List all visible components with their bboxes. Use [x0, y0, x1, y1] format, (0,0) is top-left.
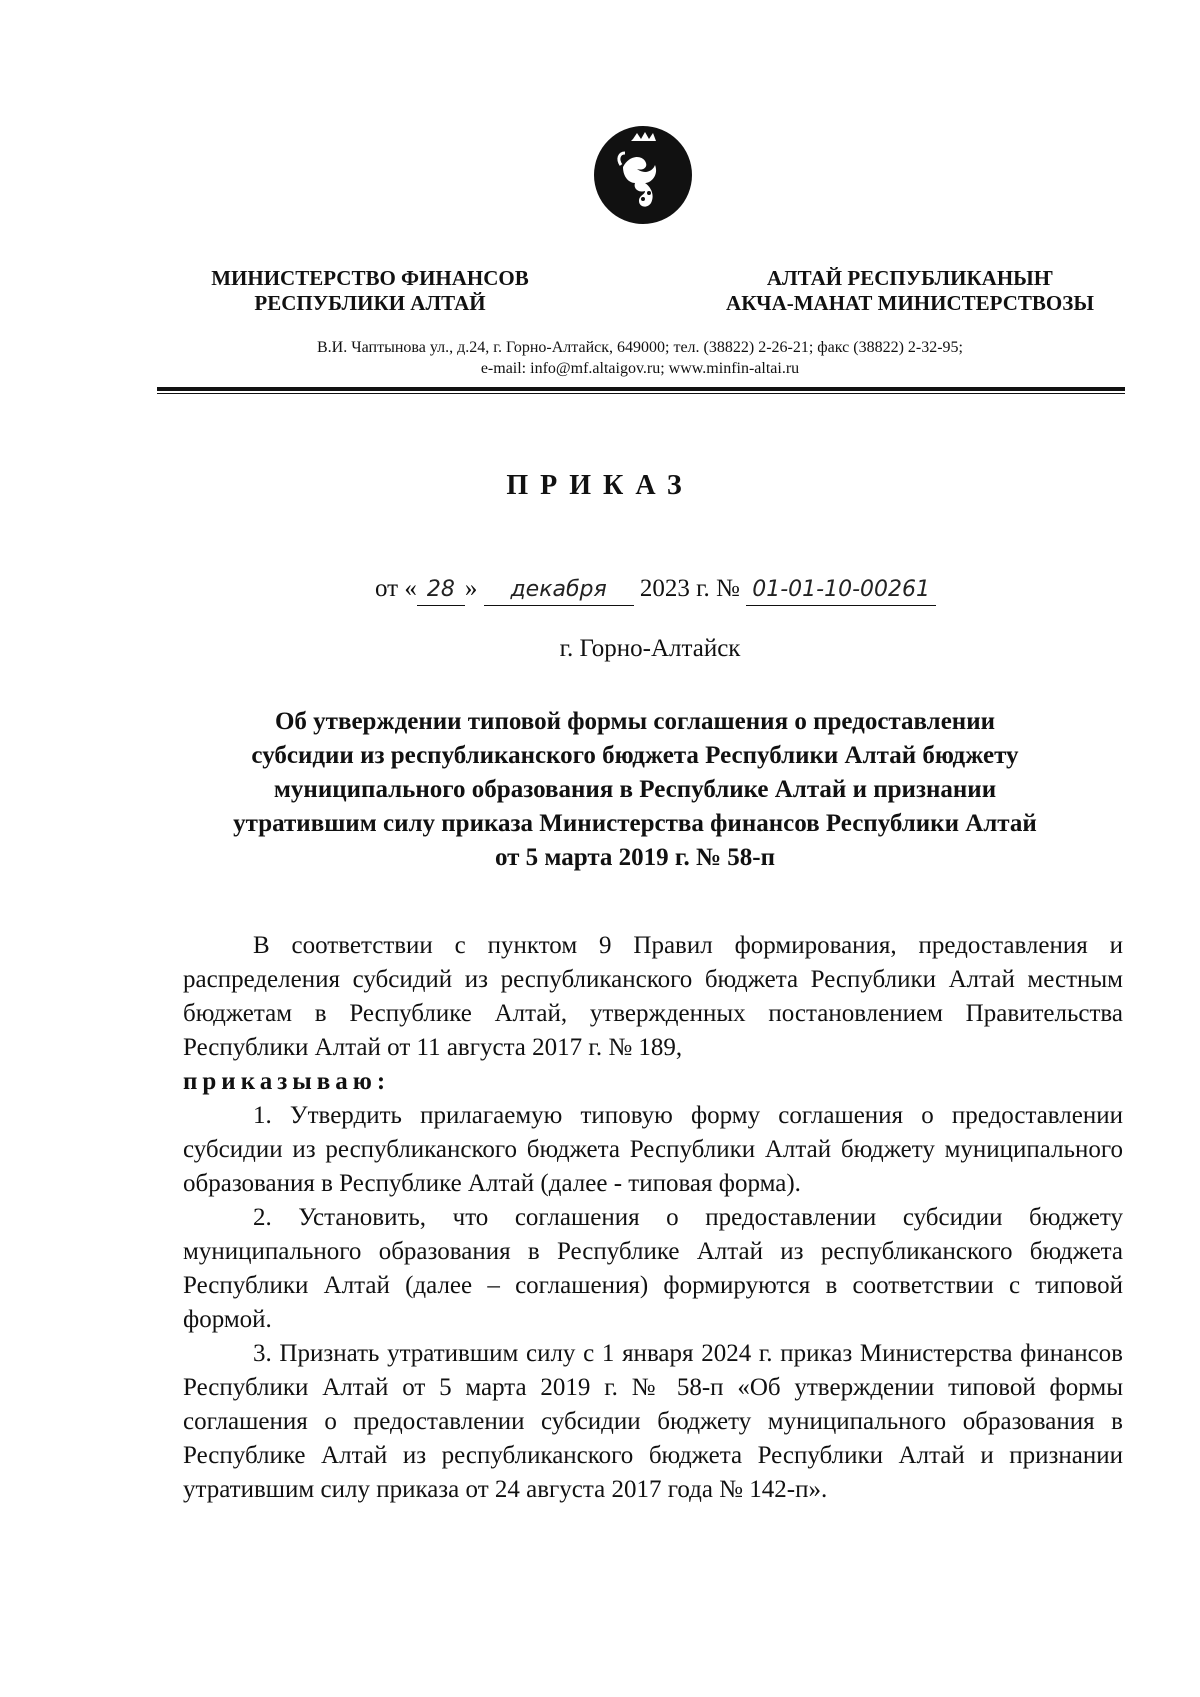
body-item-1: 1. Утвердить прилагаемую типовую форму соглашения о предоставлении субсидии из республиканского бюджета Республики Алтай бюджету муниципального образования в Республике Алтай (далее - типовая форма). — [183, 1102, 1123, 1197]
header-rule-thin — [157, 393, 1125, 394]
order-subject — [150, 705, 1120, 875]
body-item-3: 3. Признать утратившим силу с 1 января 2024 г. приказ Министерства финансов Республики Алтай от 5 марта 2019 г. № 58-п «Об утверждении типовой формы соглашения о предоставлении субсидии бюджету муниципального образования в Республике Алтай из республиканского бюджета Республики Алтай и признании утратившим силу приказа от 24 августа 2017 года № 142-п». — [183, 1340, 1123, 1503]
date-mid: » — [464, 575, 478, 602]
subject-line3: муниципального образования в Республике Алтай и признании — [273, 776, 997, 803]
body-intro — [183, 929, 1123, 1099]
date-prefix: от « — [375, 575, 417, 602]
subject-line5: от 5 марта 2019 г. № 58-п — [494, 844, 776, 871]
subject-line2: субсидии из республиканского бюджета Республики Алтай бюджету — [251, 742, 1019, 769]
order-date-line — [375, 574, 1075, 606]
date-year: 2023 г. № — [639, 575, 740, 602]
body-item-2: 2. Установить, что соглашения о предоставлении субсидии бюджету муниципального образования в Республике Алтай из республиканского бюджета Республики Алтай (далее – соглашения) формируются в соответствии с типовой формой. — [183, 1204, 1123, 1333]
date-day-handwritten: 28 — [417, 575, 465, 606]
document-title: ПРИКАЗ — [506, 470, 694, 501]
order-word: приказываю: — [183, 1068, 391, 1095]
ministry-ru-line2: РЕСПУБЛИКИ АЛТАЙ — [254, 291, 486, 315]
ministry-alt-line1: АЛТАЙ РЕСПУБЛИКАНЫҤ — [766, 266, 1054, 290]
altai-republic-emblem-icon — [593, 125, 693, 225]
ministry-alt-line2: АКЧА-МАНАТ МИНИСТЕРСТВОЗЫ — [726, 291, 1094, 315]
order-number-handwritten: 01-01-10-00261 — [746, 575, 936, 606]
address-line1: В.И. Чаптынова ул., д.24, г. Горно-Алтайск, 649000; тел. (38822) 2-26-21; факс (38822) 2-32-95; — [317, 339, 963, 356]
ministry-name-altai — [700, 266, 1120, 316]
address-line2: e-mail: info@mf.altaigov.ru; www.minfin-altai.ru — [480, 360, 800, 377]
date-month-handwritten: декабря — [484, 575, 634, 606]
ministry-ru-line1: МИНИСТЕРСТВО ФИНАНСОВ — [211, 266, 529, 290]
ministry-address — [160, 337, 1120, 379]
subject-line1: Об утверждении типовой формы соглашения о предоставлении — [274, 708, 996, 735]
subject-line4: утратившим силу приказа Министерства финансов Республики Алтай — [233, 810, 1037, 837]
intro-text: В соответствии с пунктом 9 Правил формирования, предоставления и распределения субсидий из республиканского бюджета Республики Алтай местным бюджетам в Республике Алтай, утвержденных постановлением Правительства Республики Алтай от 11 августа 2017 г. № 189, — [183, 932, 1123, 1061]
order-body — [183, 929, 1123, 1507]
order-city: г. Горно-Алтайск — [559, 635, 741, 662]
ministry-name-russian — [180, 266, 560, 316]
header-rule-thick — [157, 387, 1125, 391]
